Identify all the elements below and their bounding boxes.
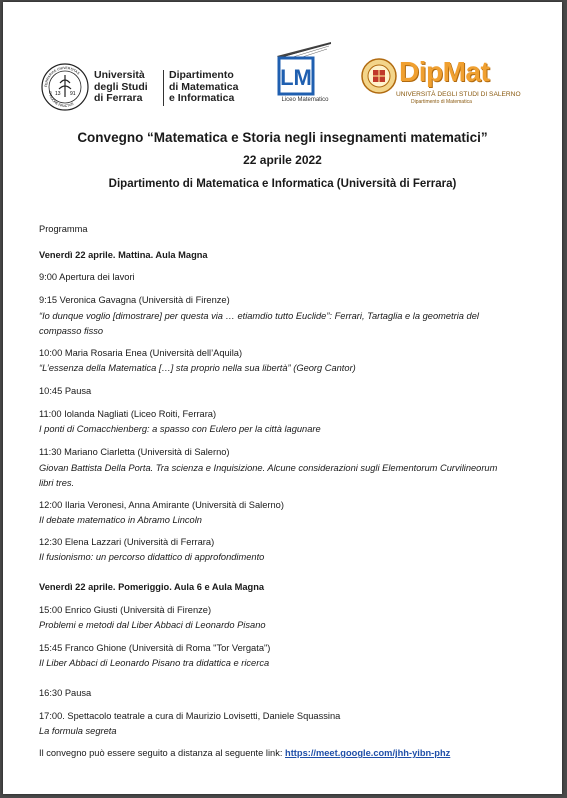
svg-text:CANDORE FRUCTUS: CANDORE FRUCTUS xyxy=(47,90,75,109)
conference-host: Dipartimento di Matematica e Informatica (Università di Ferrara) xyxy=(108,178,457,190)
remote-access-line xyxy=(39,747,450,759)
schedule-item-time: 12:00 Ilaria Veronesi, Anna Amirante (Università di Salerno) xyxy=(39,500,284,510)
logo-divider xyxy=(163,70,164,106)
schedule-item-time: 15:00 Enrico Giusti (Università di Firenze) xyxy=(39,605,212,615)
dept-name-line: Dipartimento xyxy=(169,69,234,81)
schedule-item-time: 16:30 Pausa xyxy=(39,688,92,698)
schedule-item-time: 15:45 Franco Ghione (Università di Roma "Tor Vergata") xyxy=(39,643,271,653)
conference-date: 22 aprile 2022 xyxy=(243,153,322,167)
morning-heading: Venerdì 22 aprile. Mattina. Aula Magna xyxy=(39,250,208,260)
schedule-item-talk: Il debate matematico in Abramo Lincoln xyxy=(39,515,202,525)
schedule-item-talk: Giovan Battista Della Porta. Tra scienza e Inquisizione. Alcune considerazioni sugli Elementorum Curvilineorum libri tres. xyxy=(39,463,498,488)
dipmat-dept: Dipartimento di Matematica xyxy=(411,99,472,105)
liceo-matematico-logo xyxy=(273,40,337,110)
svg-text:FERRARIAE UNIVERSITAS: FERRARIAE UNIVERSITAS xyxy=(43,65,81,88)
schedule-item-talk: La formula segreta xyxy=(39,726,117,736)
svg-text:91: 91 xyxy=(70,91,76,97)
unife-seal-icon xyxy=(41,63,89,111)
schedule-item-talk: Il Liber Abbaci di Leonardo Pisano tra didattica e ricerca xyxy=(39,658,270,668)
schedule-item-time: 12:30 Elena Lazzari (Università di Ferrara) xyxy=(39,537,215,547)
schedule-item-time: 9:15 Veronica Gavagna (Università di Firenze) xyxy=(39,295,230,305)
dipmat-wordmark: DipMat xyxy=(399,56,490,87)
dept-name-line: di Matematica xyxy=(169,80,239,93)
schedule-item-time: 11:00 Iolanda Nagliati (Liceo Roiti, Ferrara) xyxy=(39,409,217,419)
unife-name-line: di Ferrara xyxy=(94,92,143,104)
afternoon-heading: Venerdì 22 aprile. Pomeriggio. Aula 6 e Aula Magna xyxy=(39,582,265,592)
schedule-item-time: 17:00. Spettacolo teatrale a cura di Maurizio Lovisetti, Daniele Squassina xyxy=(39,711,341,721)
unife-name xyxy=(94,70,148,105)
remote-access-text: Il convegno può essere seguito a distanza al seguente link: xyxy=(39,748,286,758)
unife-name-line: degli Studi xyxy=(94,80,148,93)
liceo-lm-icon xyxy=(273,40,337,96)
liceo-caption: Liceo Matematico xyxy=(281,97,329,103)
schedule-item-time: 10:00 Maria Rosaria Enea (Università dell’Aquila) xyxy=(39,348,243,358)
svg-text:13: 13 xyxy=(55,91,61,97)
unife-dept-name xyxy=(169,70,238,105)
document-page xyxy=(3,2,562,794)
schedule-item-time: 11:30 Mariano Ciarletta (Università di Salerno) xyxy=(39,447,230,457)
svg-text:LM: LM xyxy=(280,65,312,90)
schedule-item-time: 9:00 Apertura dei lavori xyxy=(39,272,135,282)
schedule-item-talk: Il fusionismo: un percorso didattico di approfondimento xyxy=(39,552,265,562)
schedule-item-talk: I ponti di Comacchienberg: a spasso con Eulero per la città lagunare xyxy=(39,424,321,434)
schedule-item-talk: “Io dunque voglio [dimostrare] per questa via … etiamdio tutto Euclide”: Ferrari, Tartaglia e la geometria del compasso fisso xyxy=(39,311,479,336)
dipmat-salerno-logo xyxy=(361,56,521,112)
salerno-seal-icon xyxy=(361,58,397,94)
schedule-item-talk: Problemi e metodi dal Liber Abbaci di Leonardo Pisano xyxy=(39,620,266,630)
meet-link[interactable]: https://meet.google.com/jhh-yibn-phz xyxy=(285,748,451,758)
unife-name-line: Università xyxy=(94,69,145,81)
schedule-item-time: 10:45 Pausa xyxy=(39,386,92,396)
conference-title: Convegno “Matematica e Storia negli insegnamenti matematici” xyxy=(77,130,488,145)
schedule-item-talk: “L’essenza della Matematica […] sta proprio nella sua libertà” (Georg Cantor) xyxy=(39,363,356,373)
program-heading: Programma xyxy=(39,224,88,234)
unife-logo xyxy=(41,63,251,113)
dept-name-line: e Informatica xyxy=(169,92,235,104)
dipmat-university: UNIVERSITÀ DEGLI STUDI DI SALERNO xyxy=(396,91,521,98)
